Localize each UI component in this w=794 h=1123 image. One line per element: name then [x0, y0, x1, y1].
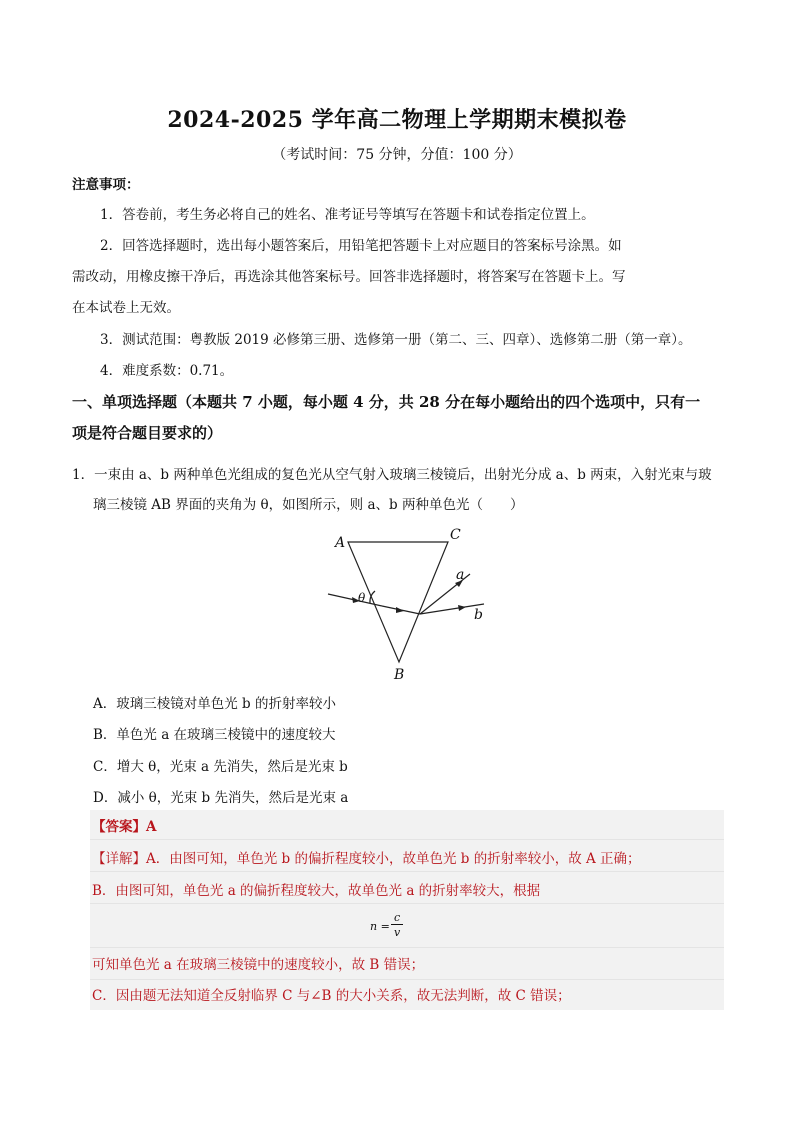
theta-label: θ	[358, 591, 366, 605]
exam-duration-score: （考试时间：75 分钟，分值：100 分）	[272, 147, 522, 163]
notice-item-2-cont: 需改动，用橡皮擦干净后，再选涂其他答案标号。回答非选择题时，将答案写在答题卡上。写	[72, 269, 626, 285]
option-b: B．单色光 a 在玻璃三棱镜中的速度较大	[93, 727, 336, 743]
notice-item-3: 3．测试范围：粤教版 2019 必修第三册、选修第一册（第二、三、四章）、选修第二册（第一章）。	[100, 332, 692, 348]
answer-detail-a: 【详解】A．由图可知，单色光 b 的偏折程度较小，故单色光 b 的折射率较小，故 A 正确；	[92, 851, 641, 867]
answer-box	[90, 810, 724, 1010]
formula-lhs: n =	[370, 920, 390, 933]
formula-numerator: c	[394, 911, 401, 924]
exam-title: 2024-2025 学年高二物理上学期期末模拟卷	[167, 107, 627, 133]
theta-arc	[370, 591, 375, 603]
vertex-a-label: A	[335, 535, 346, 551]
formula-denominator: v	[394, 926, 401, 939]
vertex-b-label: B	[394, 667, 405, 683]
notice-item-2: 2．回答选择题时，选出每小题答案后，用铅笔把答题卡上对应题目的答案标号涂黑。如	[100, 238, 622, 254]
beam-a-label: a	[456, 567, 465, 583]
answer-detail-b: B．由图可知，单色光 a 的偏折程度较大，故单色光 a 的折射率较大，根据	[92, 883, 541, 899]
answer-label: 【答案】A	[92, 819, 157, 835]
beam-b-label: b	[474, 607, 483, 623]
section-heading: 一、单项选择题（本题共 7 小题，每小题 4 分，共 28 分在每小题给出的四个选项中，只有一	[72, 393, 701, 411]
fraction-bar	[391, 924, 403, 925]
answer-divider	[90, 903, 724, 904]
option-a: A．玻璃三棱镜对单色光 b 的折射率较小	[93, 696, 336, 712]
answer-detail-c: C．因由题无法知道全反射临界 C 与∠B 的大小关系，故无法判断，故 C 错误；	[92, 988, 571, 1004]
answer-divider	[90, 839, 724, 840]
prism-diagram	[318, 522, 508, 684]
notice-heading: 注意事项：	[72, 177, 140, 193]
answer-divider	[90, 871, 724, 872]
question-1-stem: 1．一束由 a、b 两种单色光组成的复色光从空气射入玻璃三棱镜后，出射光分成 a、b 两束，入射光束与玻	[72, 467, 712, 483]
ray-b-arrow	[458, 605, 466, 611]
answer-divider	[90, 979, 724, 980]
vertex-c-label: C	[450, 527, 461, 543]
notice-item-1: 1．答卷前，考生务必将自己的姓名、准考证号等填写在答题卡和试卷指定位置上。	[100, 207, 595, 223]
section-heading-cont: 项是符合题目要求的）	[72, 424, 223, 442]
question-1-stem-cont: 璃三棱镜 AB 界面的夹角为 θ，如图所示，则 a、b 两种单色光（ ）	[93, 497, 524, 513]
option-d: D．减小 θ，光束 b 先消失，然后是光束 a	[93, 790, 349, 806]
refractive-index-formula	[90, 910, 724, 950]
answer-detail-b-cont: 可知单色光 a 在玻璃三棱镜中的速度较小，故 B 错误；	[92, 957, 425, 973]
notice-item-4: 4．难度系数：0.71。	[100, 363, 234, 379]
option-c: C．增大 θ，光束 a 先消失，然后是光束 b	[93, 759, 348, 775]
notice-item-2-end: 在本试卷上无效。	[72, 300, 180, 316]
